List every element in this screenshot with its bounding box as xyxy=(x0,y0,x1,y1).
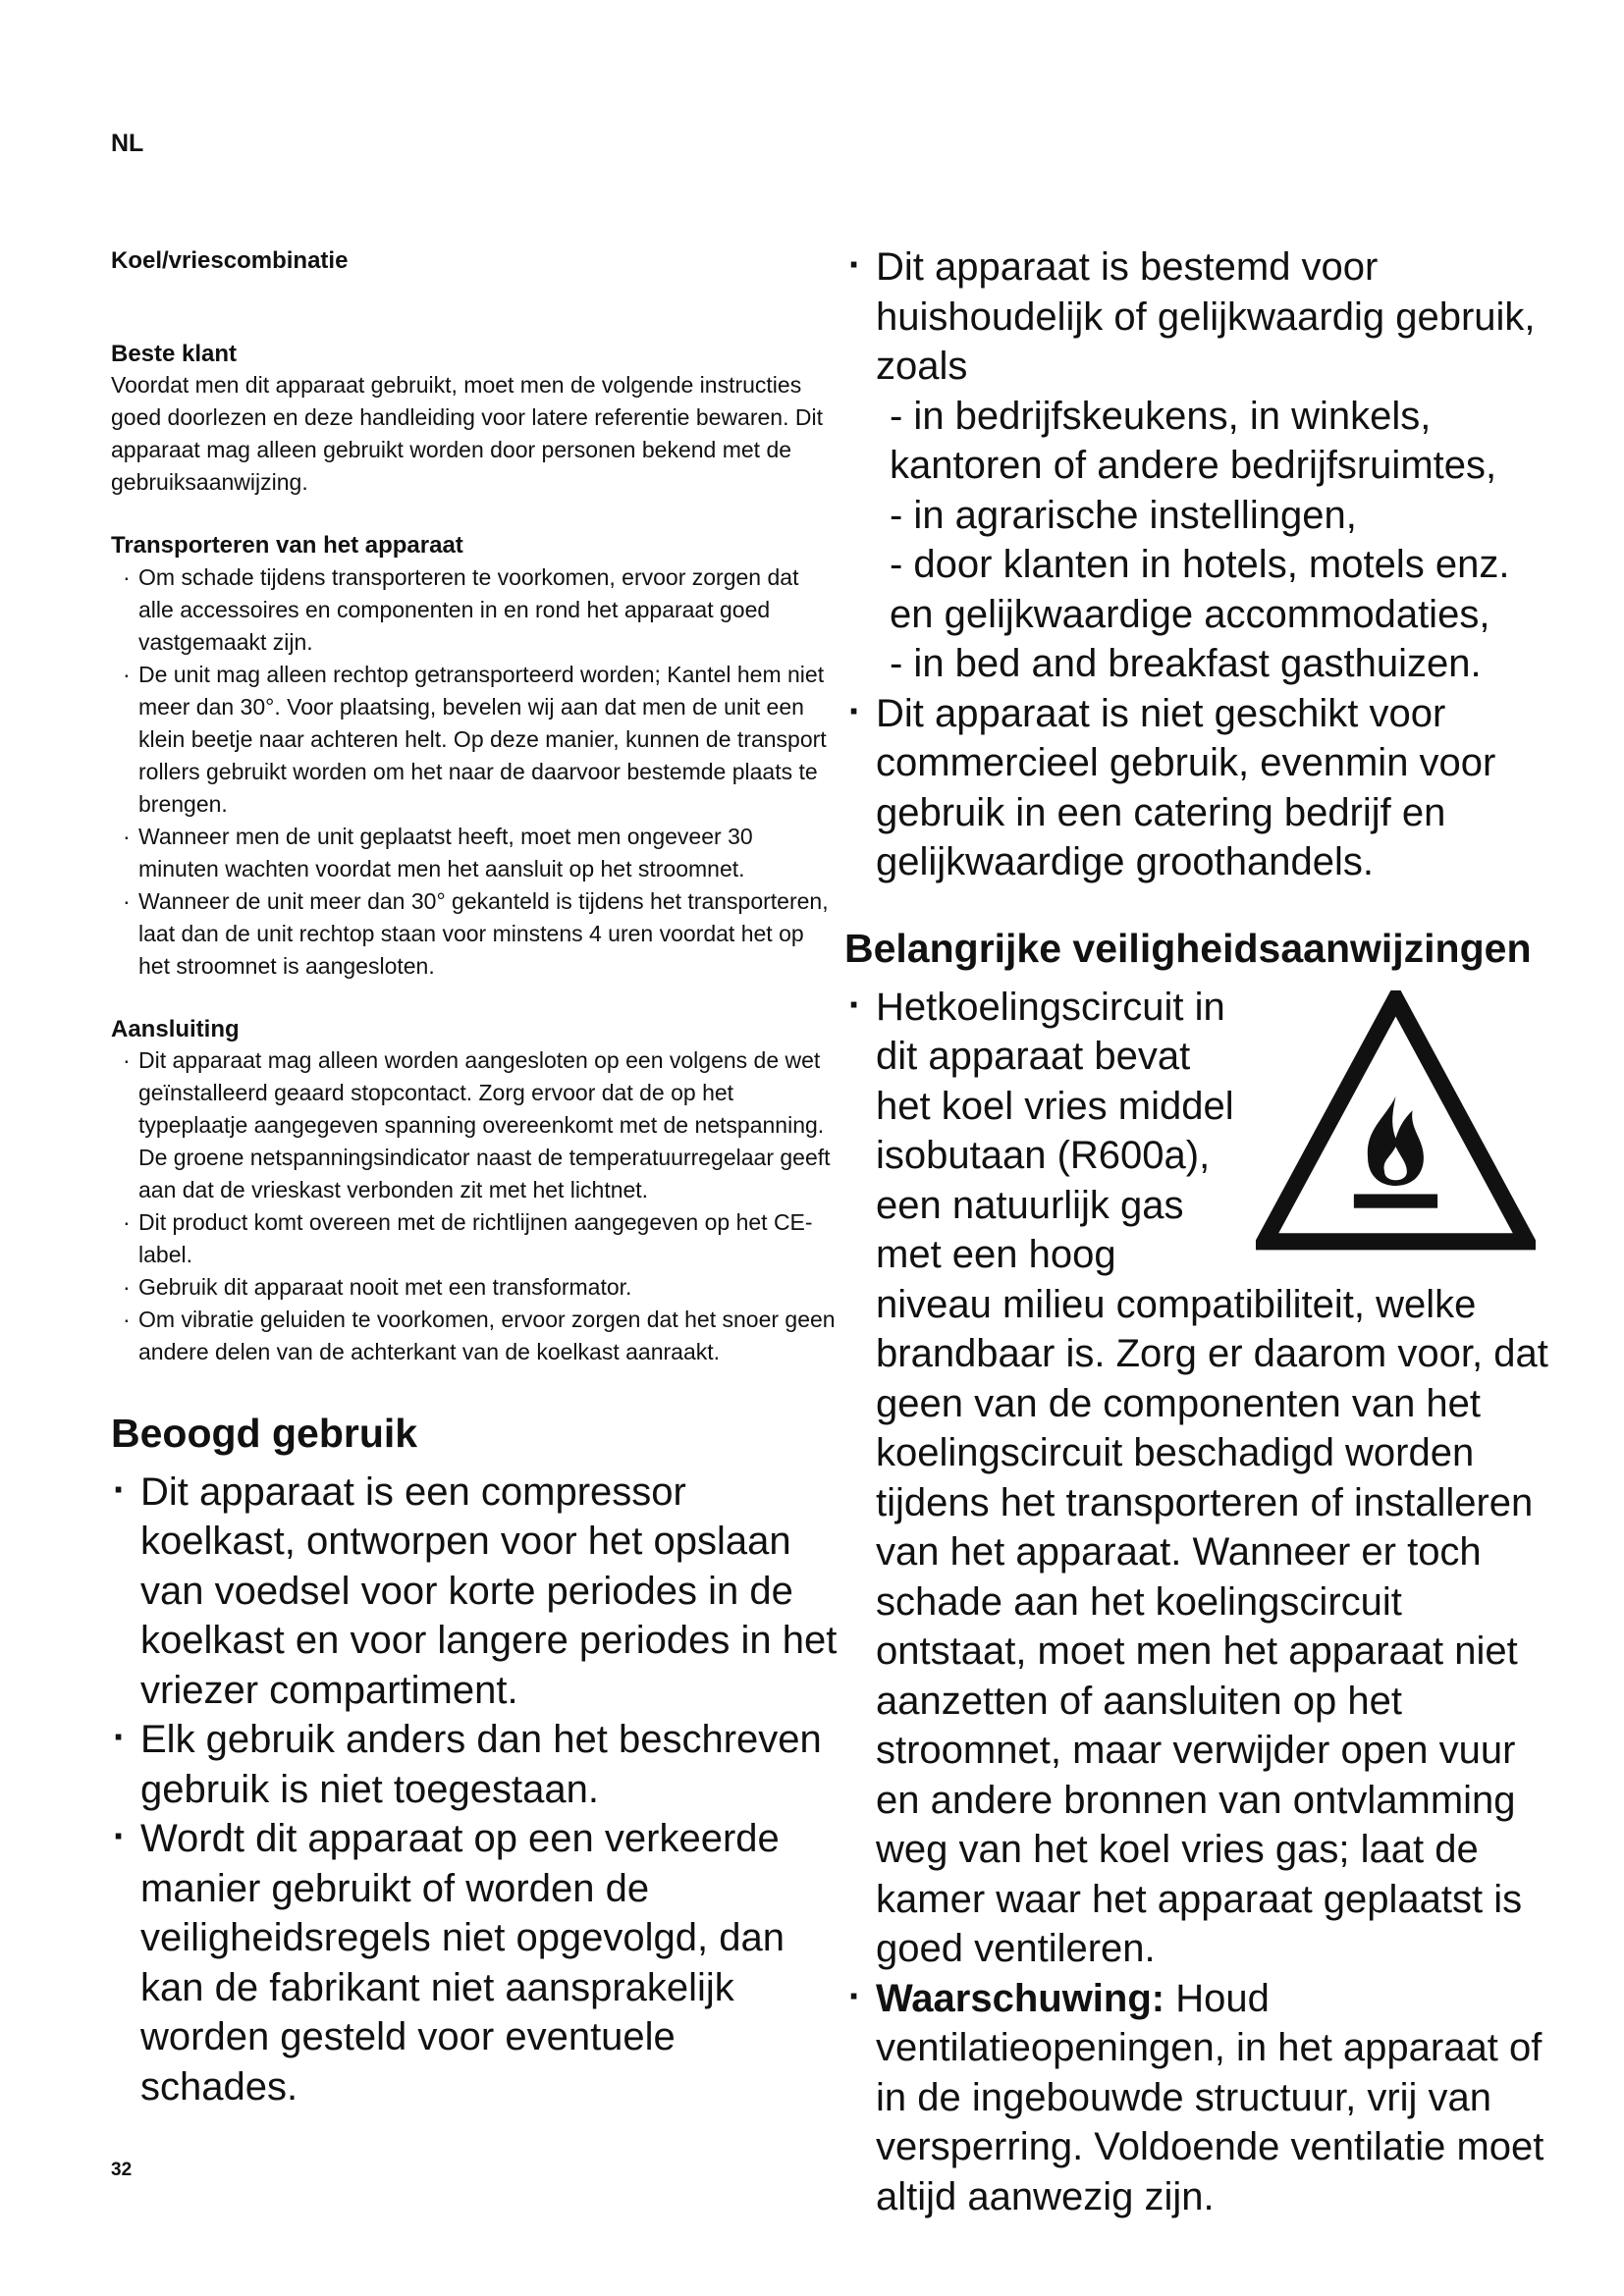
list-item: · Om vibratie geluiden te voorkomen, ervoor zorgen dat het snoer geen andere delen van de achterkant van de koelkast aanraakt. xyxy=(111,1304,838,1368)
transport-heading: Transporteren van het apparaat xyxy=(111,532,463,560)
safety-section xyxy=(846,983,1553,2222)
beste-klant-text: Voordat men dit apparaat gebruikt, moet men de volgende instructies goed doorlezen en deze handleiding voor latere referentie bewaren. Dit apparaat mag alleen gebruikt worden door personen bekend met de gebruiksaanwijzing. xyxy=(111,372,823,496)
safety-heading: Belangrijke veiligheidsaanwijzingen xyxy=(844,925,1532,971)
language-code: NL xyxy=(111,130,144,157)
page-number: 32 xyxy=(111,2160,133,2180)
list-item: · Wanneer men de unit geplaatst heeft, moet men ongeveer 30 minuten wachten voordat men het aansluit op het stroomnet. xyxy=(111,821,838,885)
right-column xyxy=(846,242,1553,2221)
list-item: · Dit product komt overeen met de richtlijnen aangegeven op het CE-label. xyxy=(111,1206,838,1271)
usage-sub-item: - door klanten in hotels, motels enz. en gelijkwaardige accommodaties, xyxy=(890,543,1510,636)
beoogd-gebruik-heading: Beoogd gebruik xyxy=(111,1410,418,1456)
list-item: · Elk gebruik anders dan het beschreven gebruik is niet toegestaan. xyxy=(111,1715,838,1814)
left-column xyxy=(111,245,838,2111)
usage-sub-item: - in agrarische instellingen, xyxy=(890,493,1357,537)
usage-list xyxy=(846,242,1553,887)
list-item: · Wordt dit apparaat op een verkeerde manier gebruikt of worden de veiligheidsregels niet opgevolgd, dan kan de fabrikant niet aansprakelijk worden gesteld voor eventuele schades. xyxy=(111,1814,838,2111)
list-item: · Dit apparaat mag alleen worden aangesloten op een volgens de wet geïnstalleerd geaard stopcontact. Zorg ervoor dat de op het typeplaatje aangegeven spanning overeenkomt met de netspanning. De groene netspanningsindicator naast de temperatuurregelaar geeft aan dat de vrieskast verbonden zit met het lichtnet. xyxy=(111,1044,838,1206)
beoogd-gebruik-list xyxy=(111,1468,838,2112)
list-item: · Dit apparaat is een compressor koelkast, ontworpen voor het opslaan van voedsel voor korte periodes in de koelkast en voor langere periodes in het vriezer compartiment. xyxy=(111,1468,838,1716)
aansluiting-list xyxy=(111,1044,838,1368)
usage-sub-item: - in bed and breakfast gasthuizen. xyxy=(890,642,1482,685)
warning-text: Houd ventilatieopeningen, in het apparaat of in de ingebouwde structuur, vrij van versperring. Voldoende ventilatie moet altijd aanwezig zijn. xyxy=(876,1976,1544,2218)
list-item: · De unit mag alleen rechtop getransporteerd worden; Kantel hem niet meer dan 30°. Voor plaatsing, bevelen wij aan dat men de unit een klein beetje naar achteren helt. Op deze manier, kunnen de transport rollers gebruikt worden om het naar de daarvoor bestemde plaats te brengen. xyxy=(111,659,838,821)
aansluiting-heading: Aansluiting xyxy=(111,1015,240,1042)
warning-label: Waarschuwing: xyxy=(876,1976,1165,2020)
ventilation-warning xyxy=(846,1974,1553,2222)
refrigerant-warning-text: · Hetkoelingscircuit in dit apparaat bevat het koel vries middel isobutaan (R600a), een natuurlijk gas met een hoog niveau milieu compatibiliteit, welke brandbaar is. Zorg er daarom voor, dat geen van de componenten van het koelingscircuit beschadigd worden tijdens het transporteren of installeren van het apparaat. Wanneer er toch schade aan het koelingscircuit ontstaat, moet men het apparaat niet aanzetten of aansluiten op het stroomnet, maar verwijder open vuur en andere bronnen van ontvlamming weg van het koel vries gas; laat de kamer waar het apparaat geplaatst is goed ventileren. xyxy=(846,983,1553,1974)
list-item: · Om schade tijdens transporteren te voorkomen, ervoor zorgen dat alle accessoires en componenten in en rond het apparaat goed vastgemaakt zijn. xyxy=(111,561,838,659)
usage-intro: Dit apparaat is bestemd voor huishoudelijk of gelijkwaardig gebruik, zoals xyxy=(876,245,1536,388)
list-item: · Gebruik dit apparaat nooit met een transformator. xyxy=(111,1271,838,1304)
list-item: · Dit apparaat is niet geschikt voor commercieel gebruik, evenmin voor gebruik in een catering bedrijf en gelijkwaardige groothandels. xyxy=(846,689,1553,887)
document-title: Koel/vriescombinatie xyxy=(111,247,349,274)
beste-klant-heading: Beste klant xyxy=(111,341,238,368)
list-item: · Wanneer de unit meer dan 30° gekanteld is tijdens het transporteren, laat dan de unit rechtop staan voor minstens 4 uren voordat het op het stroomnet is aangesloten. xyxy=(111,885,838,983)
list-item xyxy=(846,242,1553,689)
transport-list xyxy=(111,561,838,983)
usage-sub-item: - in bedrijfskeukens, in winkels, kantoren of andere bedrijfsruimtes, xyxy=(890,394,1497,487)
